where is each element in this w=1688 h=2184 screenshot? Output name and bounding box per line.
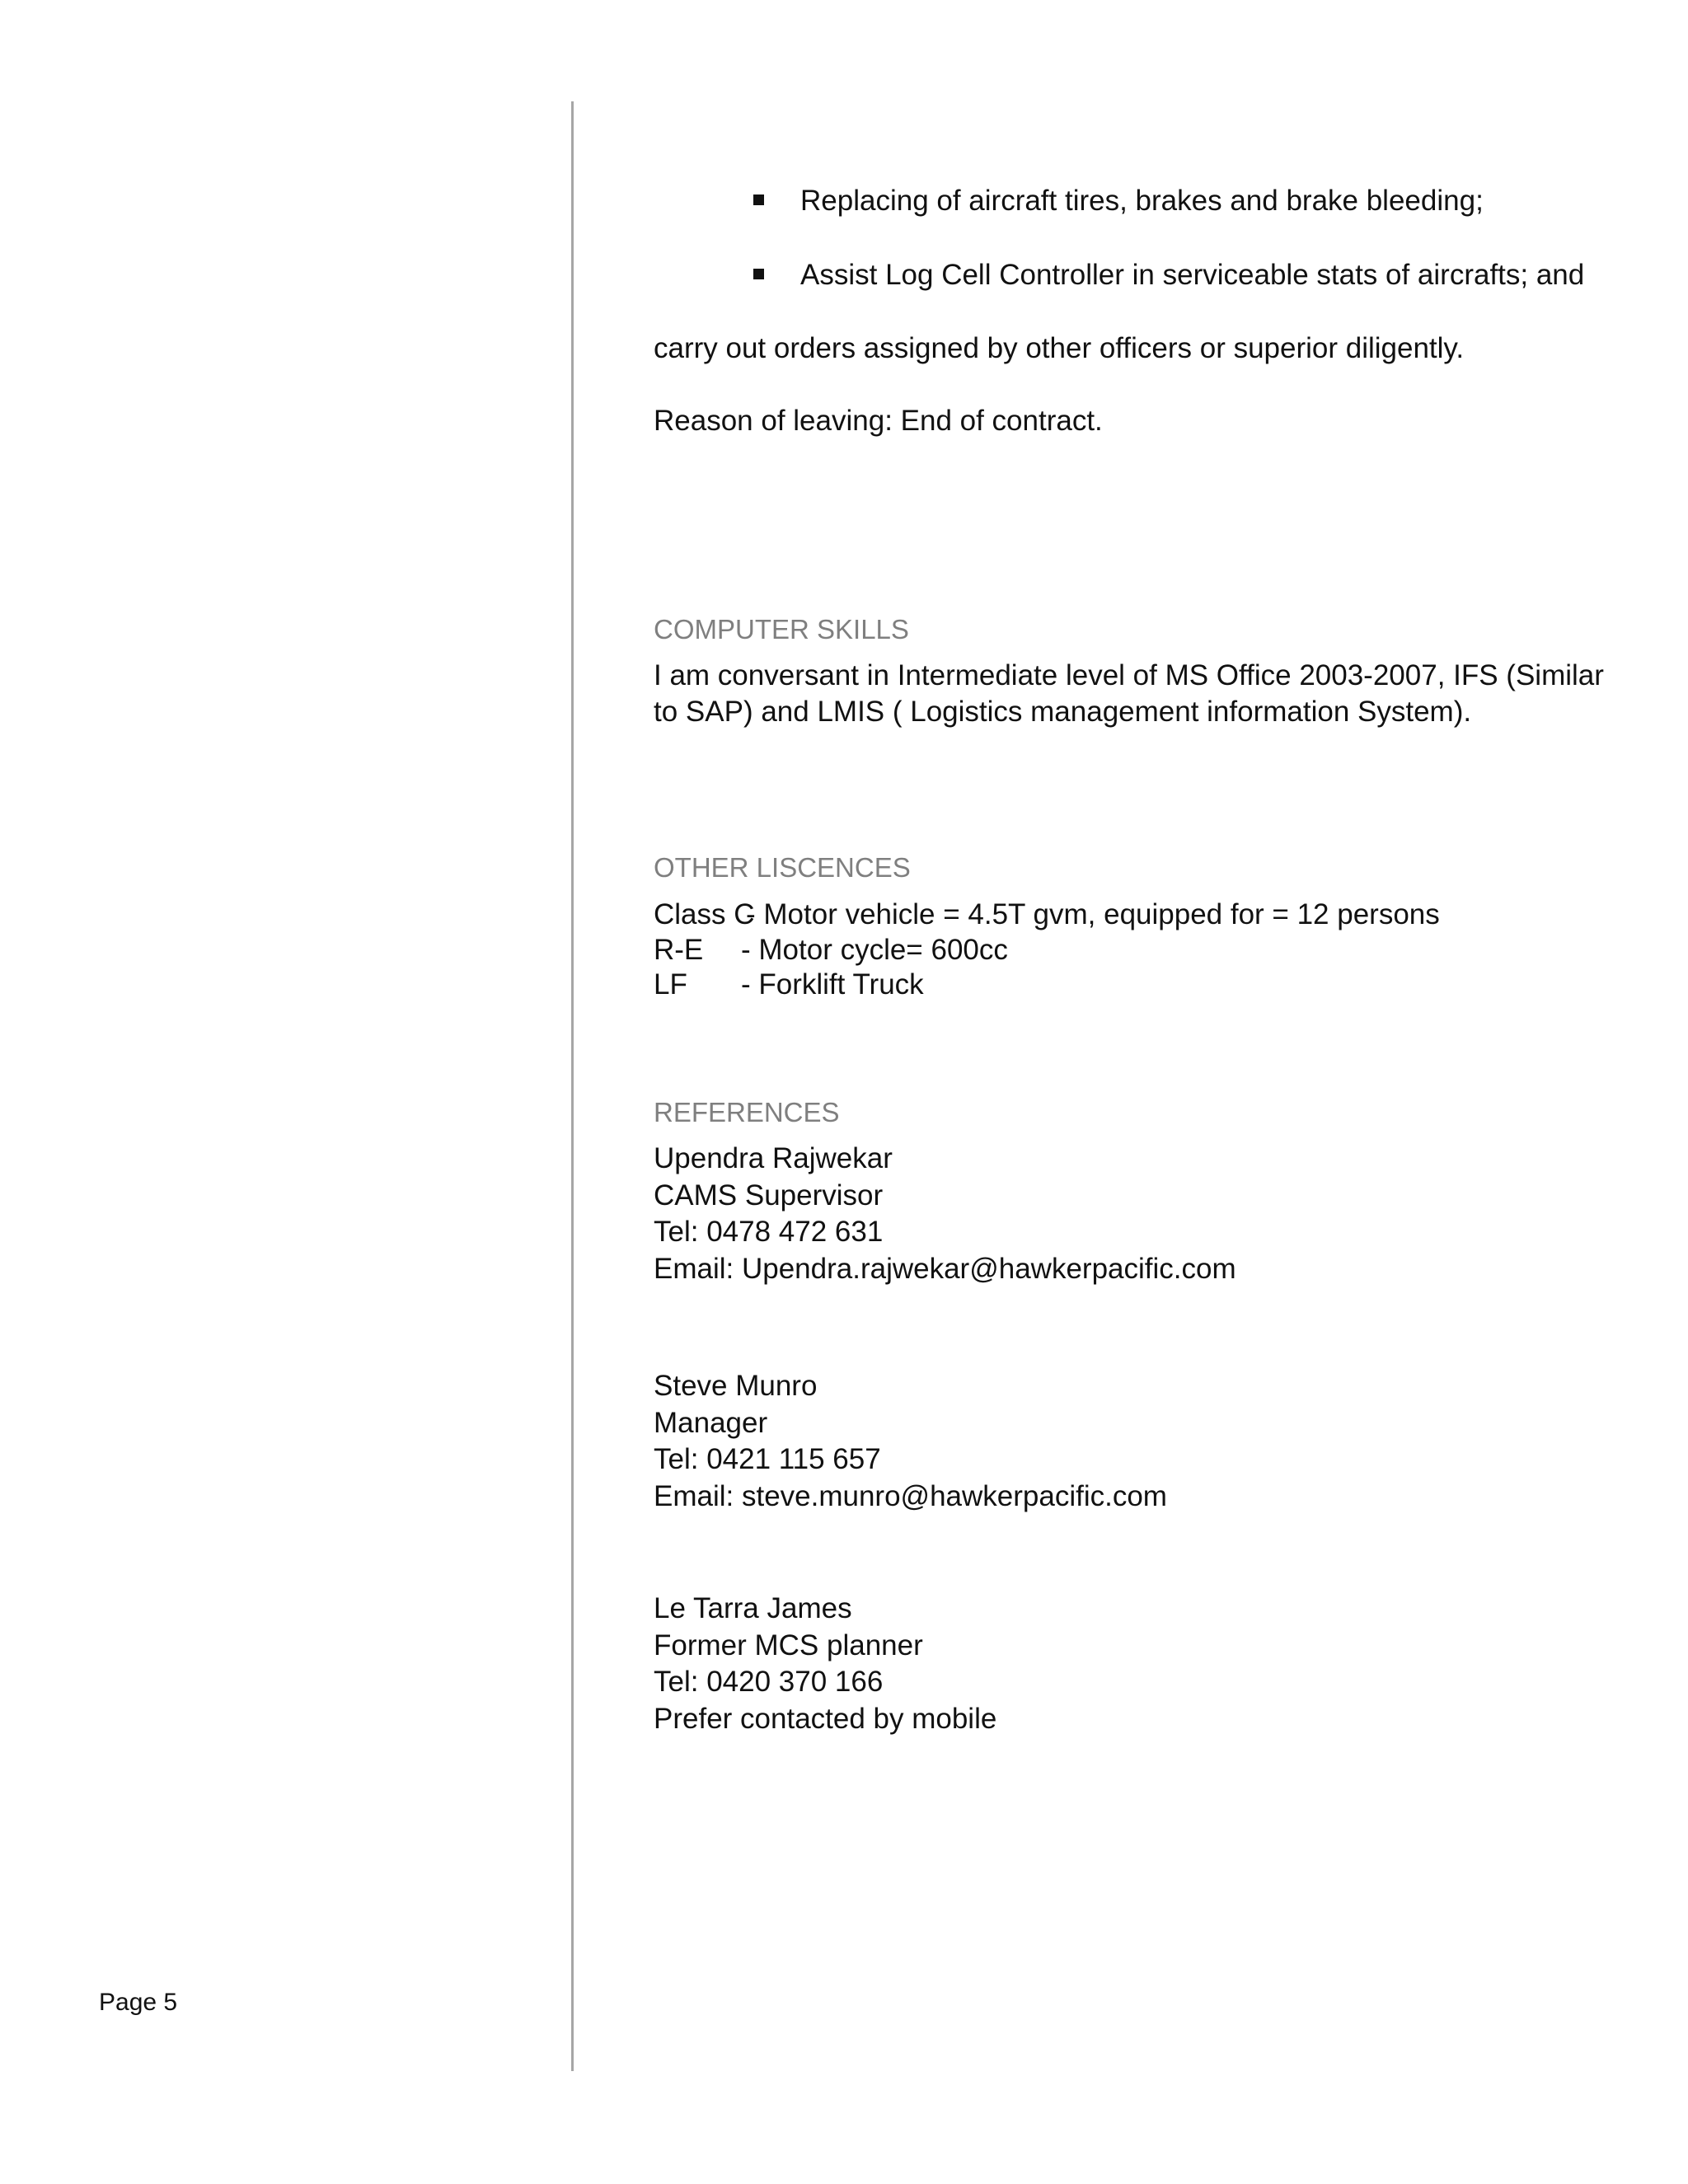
page-number: Page 5 xyxy=(99,1989,178,2016)
licence-code: Class C xyxy=(654,898,755,930)
square-bullet-icon xyxy=(753,269,764,279)
duty-bullet-text: Replacing of aircraft tires, brakes and brake bleeding; xyxy=(800,185,1484,217)
reference-contact: Email: Upendra.rajwekar@hawkerpacific.com xyxy=(654,1253,1236,1285)
reference-phone: Tel: 0420 370 166 xyxy=(654,1666,884,1698)
reference-contact: Email: steve.munro@hawkerpacific.com xyxy=(654,1480,1167,1512)
reference-role: CAMS Supervisor xyxy=(654,1179,884,1212)
duty-continuation: carry out orders assigned by other officers or superior diligently. xyxy=(654,332,1465,364)
reference-contact: Prefer contacted by mobile xyxy=(654,1703,997,1735)
duty-bullet-text: Assist Log Cell Controller in serviceable stats of aircrafts; and xyxy=(800,259,1585,291)
licence-code: R-E xyxy=(654,934,704,966)
reference-phone: Tel: 0478 472 631 xyxy=(654,1216,884,1248)
reference-role: Former MCS planner xyxy=(654,1629,923,1661)
licence-description: - Forklift Truck xyxy=(741,968,924,1001)
reference-phone: Tel: 0421 115 657 xyxy=(654,1443,881,1475)
licence-description: - Motor cycle= 600cc xyxy=(741,934,1008,966)
reason-of-leaving: Reason of leaving: End of contract. xyxy=(654,405,1103,437)
licence-description: - Motor vehicle = 4.5T gvm, equipped for = 12 persons xyxy=(746,898,1440,930)
reference-name: Le Tarra James xyxy=(654,1592,852,1624)
square-bullet-icon xyxy=(753,194,764,205)
section-heading: COMPUTER SKILLS xyxy=(654,614,909,644)
section-heading: OTHER LISCENCES xyxy=(654,852,911,883)
reference-name: Steve Munro xyxy=(654,1370,818,1402)
skills-text-line: to SAP) and LMIS ( Logistics management information System). xyxy=(654,696,1472,728)
vertical-divider xyxy=(571,101,574,2071)
skills-text-line: I am conversant in Intermediate level of MS Office 2003-2007, IFS (Similar xyxy=(654,659,1604,691)
section-heading: REFERENCES xyxy=(654,1097,840,1127)
reference-role: Manager xyxy=(654,1407,768,1439)
licence-code: LF xyxy=(654,968,687,1001)
reference-name: Upendra Rajwekar xyxy=(654,1142,893,1174)
